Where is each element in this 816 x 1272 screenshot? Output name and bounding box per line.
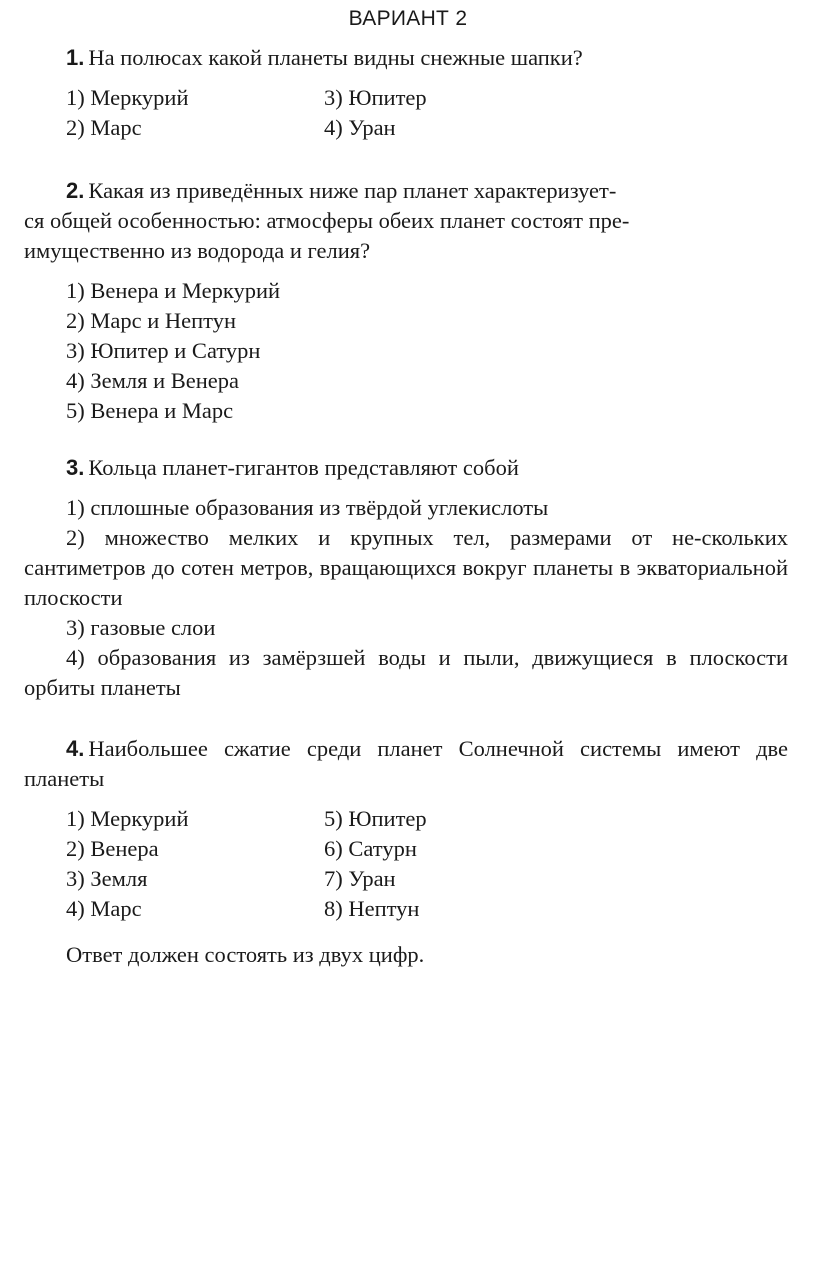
variant-title: ВАРИАНТ 2: [348, 7, 468, 30]
options-grid: [24, 804, 788, 924]
option: 6) Сатурн: [324, 836, 417, 861]
option: 4) Уран: [324, 115, 396, 140]
question-4: [24, 734, 788, 970]
option: 4) Земля и Венера: [66, 368, 239, 393]
question-1-text-line: [24, 43, 788, 73]
option: 3) Юпитер и Сатурн: [66, 338, 261, 363]
options-list: [24, 493, 788, 703]
question-text-line: [24, 176, 788, 206]
options-list: [24, 276, 788, 426]
option: 2) Марс: [66, 115, 142, 140]
question-1: [24, 43, 788, 143]
option: 3) Юпитер: [324, 85, 427, 110]
option: 5) Юпитер: [324, 806, 427, 831]
question-number: 3.: [66, 455, 85, 480]
question-text-line: ся общей особенностью: атмосферы обеих планет состоят пре-: [24, 208, 630, 233]
question-text: На полюсах какой планеты видны снежные шапки?: [88, 45, 583, 70]
option: 1) сплошные образования из твёрдой углекислоты: [66, 495, 549, 520]
option: 8) Нептун: [324, 896, 420, 921]
option: 2) множество мелких и крупных тел, размерами от не-скольких сантиметров до сотен метров, вращающихся вокруг планеты в экваториальной плоскости: [24, 525, 788, 610]
question-2: [24, 176, 788, 426]
option: 5) Венера и Марс: [66, 398, 234, 423]
options-grid: [24, 83, 788, 143]
question-3: [24, 453, 788, 703]
question-text-line: [24, 734, 788, 794]
question-text: Наибольшее сжатие среди планет Солнечной системы имеют две планеты: [24, 736, 788, 791]
question-text-line: имущественно из водорода и гелия?: [24, 238, 371, 263]
question-text-line: [24, 453, 788, 483]
option: 1) Меркурий: [66, 806, 189, 831]
option: 3) газовые слои: [66, 615, 216, 640]
option: 1) Венера и Меркурий: [66, 278, 281, 303]
question-text: Кольца планет-гигантов представляют собой: [88, 455, 519, 480]
answer-note: Ответ должен состоять из двух цифр.: [66, 942, 425, 967]
question-number: 4.: [66, 736, 85, 761]
option: 2) Марс и Нептун: [66, 308, 236, 333]
question-number: 1.: [66, 45, 85, 70]
option: 2) Венера: [66, 836, 159, 861]
option: 4) образования из замёрзшей воды и пыли, движущиеся в плоскости орбиты планеты: [24, 645, 788, 700]
option: 4) Марс: [66, 896, 142, 921]
question-text: Какая из приведённых ниже пар планет характеризует-: [88, 178, 617, 203]
option: 7) Уран: [324, 866, 396, 891]
option: 1) Меркурий: [66, 85, 189, 110]
question-number: 2.: [66, 178, 85, 203]
option: 3) Земля: [66, 866, 148, 891]
